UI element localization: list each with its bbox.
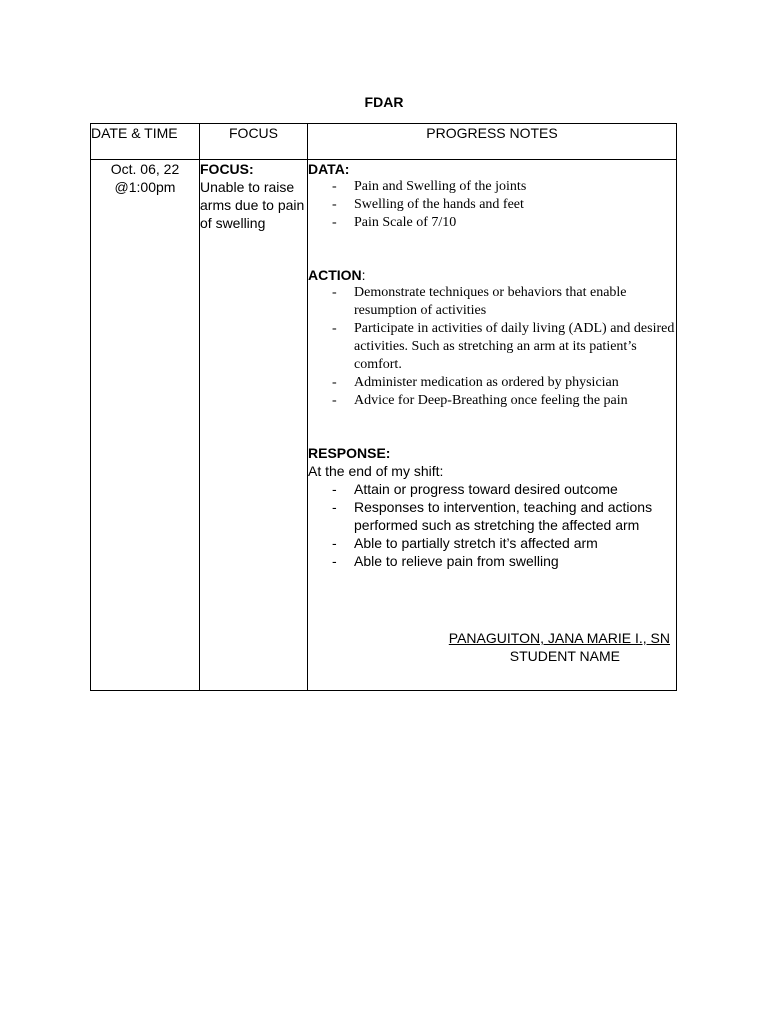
response-list — [308, 480, 676, 570]
list-item: - Attain or progress toward desired outcome — [308, 480, 676, 498]
header-date-time: DATE & TIME — [91, 124, 200, 160]
response-heading: RESPONSE: — [308, 445, 391, 461]
list-item: - Pain and Swelling of the joints — [308, 178, 676, 196]
list-item: - Participate in activities of daily living (ADL) and desired activities. Such as stretching an arm at its patient’s comfort. — [308, 320, 676, 374]
action-colon: : — [361, 267, 366, 283]
entry-time: @1:00pm — [114, 179, 176, 195]
table-row — [91, 160, 677, 691]
list-item: - Swelling of the hands and feet — [308, 196, 676, 214]
list-item: - Able to relieve pain from swelling — [308, 552, 676, 570]
data-heading: DATA: — [308, 161, 350, 177]
entry-date: Oct. 06, 22 — [110, 161, 180, 177]
list-item: - Pain Scale of 7/10 — [308, 214, 676, 232]
list-item: - Administer medication as ordered by physician — [308, 374, 676, 392]
focus-text: Unable to raise arms due to pain of swelling — [200, 179, 305, 231]
signature-name: PANAGUITON, JANA MARIE I., SN — [448, 630, 670, 646]
signature-label: STUDENT NAME — [509, 648, 620, 664]
list-item: - Advice for Deep-Breathing once feeling the pain — [308, 392, 676, 410]
fdar-table — [90, 123, 677, 691]
date-time-cell — [91, 160, 200, 691]
action-list — [308, 284, 676, 410]
focus-cell — [200, 160, 308, 691]
action-heading-line — [308, 266, 676, 284]
response-intro: At the end of my shift: — [308, 463, 444, 479]
data-list — [308, 178, 676, 232]
table-header-row — [91, 124, 677, 160]
list-item: - Responses to intervention, teaching and actions performed such as stretching the affected arm — [308, 498, 676, 534]
document-title: FDAR — [364, 94, 404, 110]
list-item: - Able to partially stretch it’s affected arm — [308, 534, 676, 552]
header-focus: FOCUS — [200, 124, 308, 160]
progress-notes-cell — [308, 160, 677, 691]
focus-label: FOCUS: — [200, 161, 254, 177]
action-heading: ACTION — [308, 267, 362, 283]
header-progress-notes: PROGRESS NOTES — [308, 124, 677, 160]
list-item: - Demonstrate techniques or behaviors that enable resumption of activities — [308, 284, 676, 320]
